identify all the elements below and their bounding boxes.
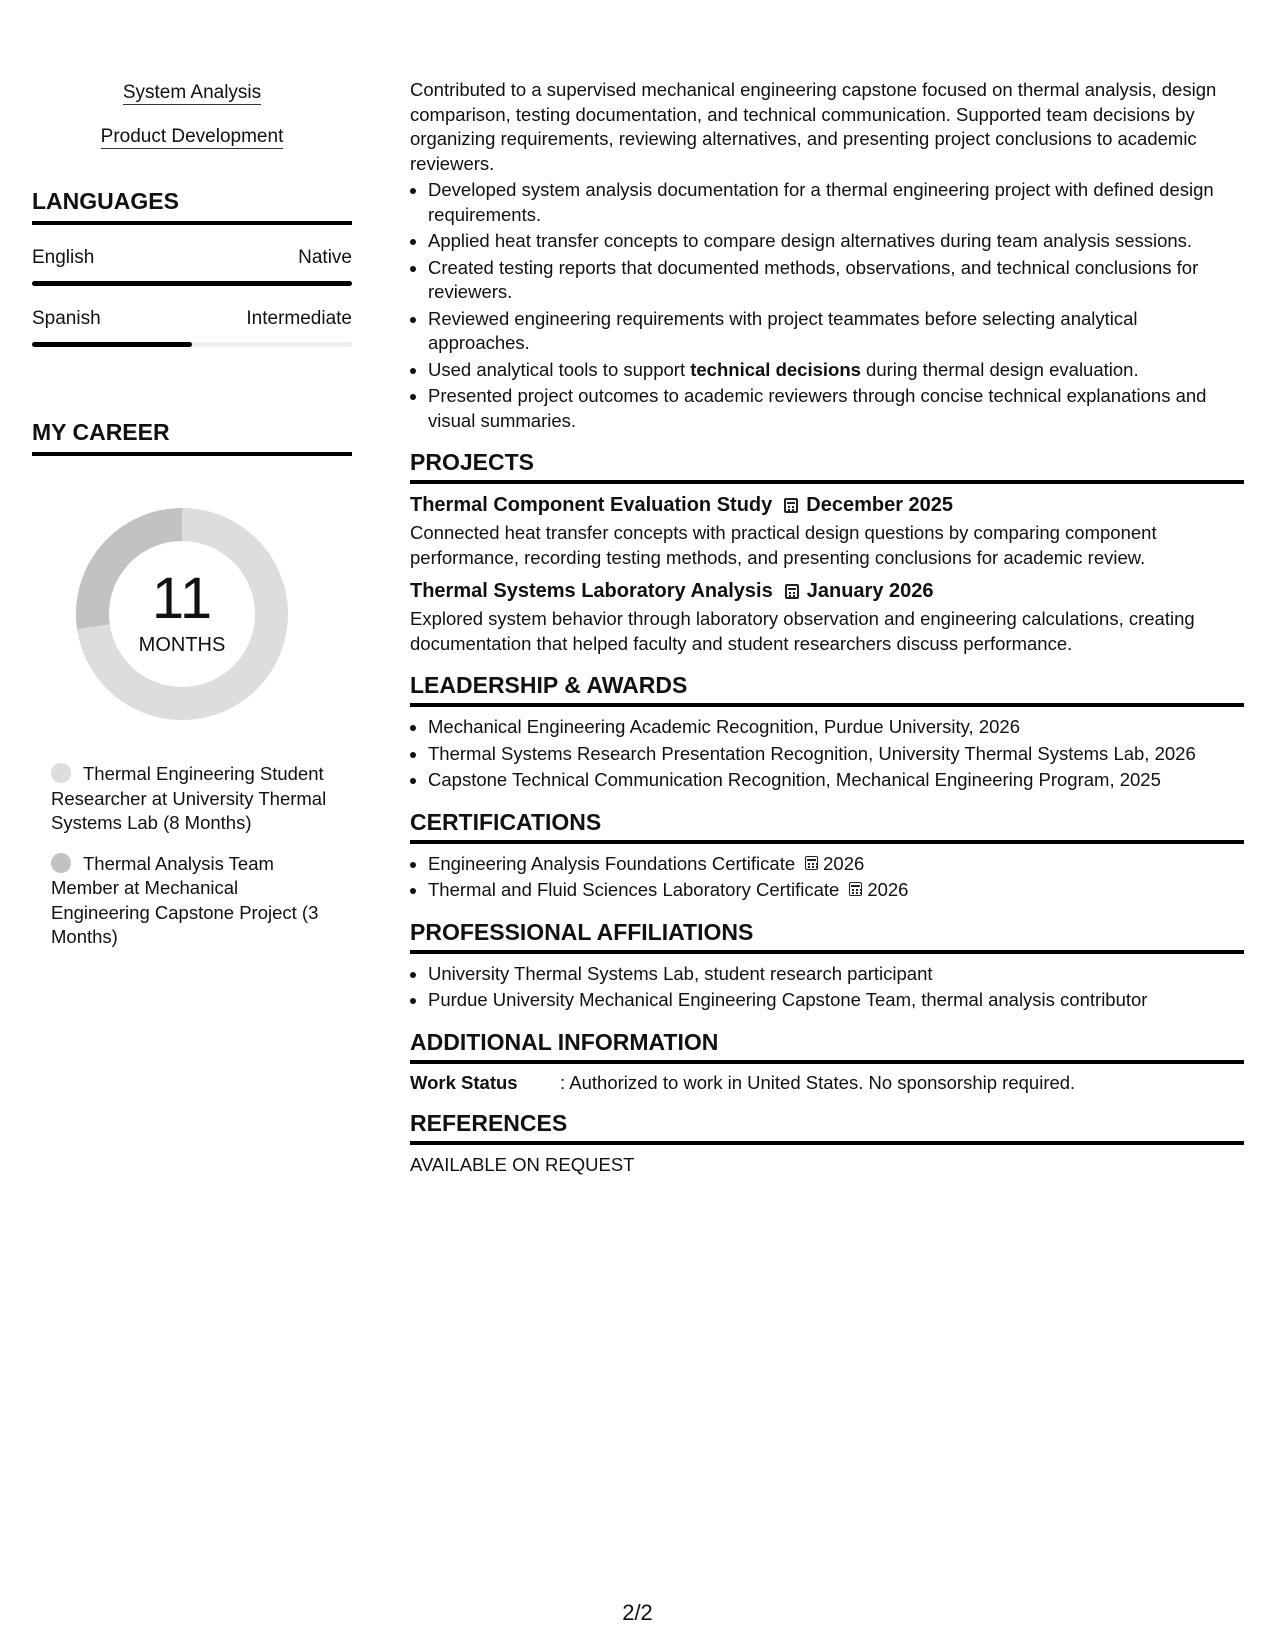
project-description: Explored system behavior through laboratory observation and engineering calculations, creating documentation that helped faculty and student researchers discuss performance. <box>410 608 1195 654</box>
skill-label: System Analysis <box>122 82 262 103</box>
list-item: • Developed system analysis documentation for a thermal engineering project with defined design requirements. <box>428 178 1244 227</box>
proficiency-bar <box>32 342 352 347</box>
experience-summary: Contributed to a supervised mechanical engineering capstone focused on thermal analysis, design comparison, testing documentation, and technical communication. Supported team decisions by organizing requirements, reviewing alternatives, and presenting project conclusions to academic reviewers. <box>410 79 1217 174</box>
skill-system-analysis[interactable] <box>32 82 352 104</box>
list-item <box>428 358 1244 383</box>
work-status-row <box>410 1072 1244 1094</box>
career-unit: MONTHS <box>138 634 226 656</box>
calendar-icon <box>784 498 798 513</box>
cert-year: 2026 <box>867 879 909 900</box>
proficiency-fill <box>32 342 192 347</box>
language-level: Intermediate <box>246 308 352 329</box>
legend-dot <box>51 763 71 783</box>
list-item: • Applied heat transfer concepts to compare design alternatives during team analysis sessions. <box>428 229 1244 254</box>
language-level: Native <box>298 247 352 268</box>
calendar-icon <box>805 856 818 870</box>
bullet-bold-text: technical decisions <box>690 358 861 380</box>
experience-bullets <box>410 178 1244 433</box>
awards-heading: LEADERSHIP & AWARDS <box>410 672 1244 707</box>
list-item: • Purdue University Mechanical Engineering Capstone Team, thermal analysis contributor <box>428 988 1244 1013</box>
certifications-heading: CERTIFICATIONS <box>410 809 1244 844</box>
references-text: AVAILABLE ON REQUEST <box>410 1153 635 1175</box>
proficiency-fill <box>32 281 352 286</box>
list-item: • University Thermal Systems Lab, student research participant <box>428 962 1244 987</box>
affiliations-list <box>410 962 1244 1013</box>
career-item <box>51 762 333 836</box>
references-heading: REFERENCES <box>410 1110 1244 1145</box>
bullet-text: Used analytical tools to support <box>428 358 691 380</box>
career-label: Thermal Analysis Team Member at Mechanical Engineering Capstone Project (3 Months) <box>51 852 319 947</box>
projects-heading: PROJECTS <box>410 449 1244 484</box>
list-item: • Reviewed engineering requirements with project teammates before selecting analytical approaches. <box>428 307 1244 356</box>
list-item: • Capstone Technical Communication Recognition, Mechanical Engineering Program, 2025 <box>428 768 1244 793</box>
cert-name: Engineering Analysis Foundations Certificate <box>428 852 796 874</box>
project-item <box>410 580 1244 656</box>
calendar-icon <box>849 882 862 896</box>
cert-name: Thermal and Fluid Sciences Laboratory Certificate <box>428 879 840 900</box>
career-total: 11 <box>151 566 213 631</box>
work-status-label: Work Status <box>410 1071 518 1093</box>
project-date: January 2026 <box>806 580 934 602</box>
languages-heading: LANGUAGES <box>32 188 352 225</box>
language-name: Spanish <box>32 308 101 329</box>
list-item: • Mechanical Engineering Academic Recognition, Purdue University, 2026 <box>428 715 1244 740</box>
language-spanish <box>32 308 352 347</box>
language-english <box>32 247 352 286</box>
list-item: • Thermal Systems Research Presentation Recognition, University Thermal Systems Lab, 2026 <box>428 742 1244 767</box>
list-item <box>428 878 1244 903</box>
career-item <box>51 852 333 950</box>
proficiency-bar <box>32 281 352 286</box>
language-name: English <box>32 247 95 268</box>
project-date: December 2025 <box>806 494 954 516</box>
awards-list <box>410 715 1244 793</box>
skill-product-development[interactable] <box>32 126 352 148</box>
affiliations-heading: PROFESSIONAL AFFILIATIONS <box>410 919 1244 954</box>
sidebar <box>32 82 352 966</box>
work-status-value: : Authorized to work in United States. No sponsorship required. <box>560 1071 1076 1093</box>
project-item <box>410 494 1244 570</box>
bullet-text: during thermal design evaluation. <box>860 358 1139 380</box>
page-number: 2/2 <box>622 1600 653 1625</box>
project-description: Connected heat transfer concepts with practical design questions by comparing component performance, recording testing methods, and presenting conclusions for academic review. <box>410 522 1157 568</box>
legend-dot <box>51 853 71 873</box>
project-title: Thermal Component Evaluation Study <box>410 494 773 516</box>
skill-label: Product Development <box>100 126 284 147</box>
certifications-list <box>410 852 1244 903</box>
career-legend <box>32 762 352 950</box>
career-heading: MY CAREER <box>32 419 352 456</box>
career-donut-chart <box>66 498 298 730</box>
calendar-icon <box>785 584 799 599</box>
cert-year: 2026 <box>823 852 865 874</box>
additional-info-heading: ADDITIONAL INFORMATION <box>410 1029 1244 1064</box>
list-item: • Presented project outcomes to academic reviewers through concise technical explanations and visual summaries. <box>428 384 1244 433</box>
list-item: • Created testing reports that documented methods, observations, and technical conclusions for reviewers. <box>428 256 1244 305</box>
list-item <box>428 852 1244 877</box>
career-label: Thermal Engineering Student Researcher at University Thermal Systems Lab (8 Months) <box>51 763 327 833</box>
main-content <box>410 78 1244 1177</box>
project-title: Thermal Systems Laboratory Analysis <box>410 580 773 602</box>
